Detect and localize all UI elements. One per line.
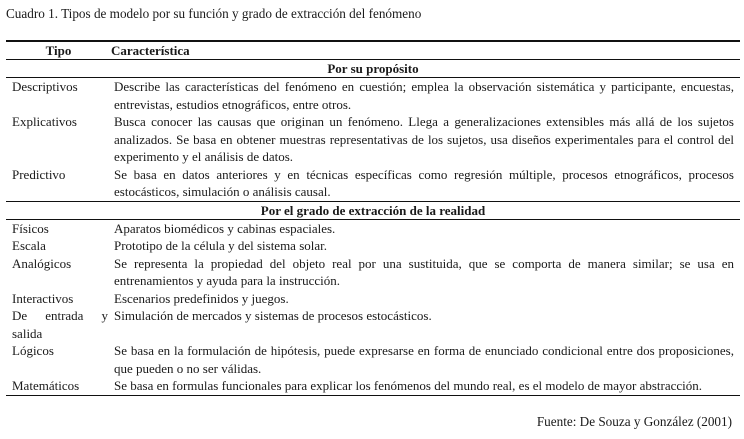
table-row [6, 166, 740, 201]
models-table [6, 40, 740, 396]
table-row [6, 237, 740, 255]
row-tipo: Lógicos [12, 343, 54, 358]
row-caracteristica: Se basa en datos anteriores y en técnicas específicas como regresión múltiple, procesos etnográficos, procesos estocásticos, simulación o análisis causal. [114, 166, 734, 199]
row-tipo: Escala [12, 238, 46, 253]
table-caption: Cuadro 1. Tipos de modelo por su función y grado de extracción del fenómeno [6, 6, 422, 21]
row-tipo: Matemáticos [12, 378, 80, 393]
table-row [6, 220, 740, 238]
header-tipo: Tipo [45, 43, 72, 58]
row-tipo: De entrada y salida [12, 308, 108, 341]
table-row [6, 307, 740, 342]
row-caracteristica: Escenarios predefinidos y juegos. [114, 290, 289, 306]
table-header-row [6, 42, 740, 59]
table-source: Fuente: De Souza y González (2001) [536, 414, 732, 429]
row-caracteristica: Se representa la propiedad del objeto real por una sustituida, que se comporta de manera similar; se usa en entrenamientos y ayuda para la instrucción. [114, 255, 734, 288]
row-tipo: Interactivos [12, 290, 74, 306]
row-tipo: Predictivo [12, 166, 66, 182]
row-caracteristica: Aparatos biomédicos y cabinas espaciales. [114, 220, 336, 236]
row-caracteristica: Busca conocer las causas que originan un fenómeno. Llega a generalizaciones extensibles más allá de los sujetos analizados. Se basa en obtener muestras representativas de los sujetos, usa diseños experimentales para el control del experimento y el análisis de datos. [114, 114, 734, 164]
table-row [6, 342, 740, 377]
row-caracteristica: Simulación de mercados y sistemas de procesos estocásticos. [114, 308, 432, 323]
row-caracteristica: Prototipo de la célula y del sistema solar. [114, 238, 328, 253]
section-title-proposito: Por su propósito [327, 61, 419, 76]
row-tipo: Explicativos [12, 114, 77, 129]
row-caracteristica: Se basa en formulas funcionales para explicar los fenómenos del mundo real, es el modelo de mayor abstracción. [114, 378, 703, 393]
row-tipo: Descriptivos [12, 79, 78, 94]
row-caracteristica: Se basa en la formulación de hipótesis, puede expresarse en forma de enunciado condicional entre dos proposiciones, que pueden o no ser válidas. [114, 343, 734, 376]
row-tipo: Analógicos [12, 255, 72, 271]
table-row [6, 78, 740, 113]
table-row [6, 113, 740, 166]
section-title-realidad: Por el grado de extracción de la realidad [260, 202, 486, 218]
table-row [6, 377, 740, 395]
row-tipo: Físicos [12, 220, 49, 236]
table-bottom-rule [6, 395, 740, 396]
table-row [6, 255, 740, 290]
table-row [6, 290, 740, 308]
row-caracteristica: Describe las características del fenómeno en cuestión; emplea la observación sistemática y participante, encuestas, entrevistas, estudios etnográficos, entre otros. [114, 79, 734, 112]
header-caracteristica: Característica [111, 43, 190, 58]
